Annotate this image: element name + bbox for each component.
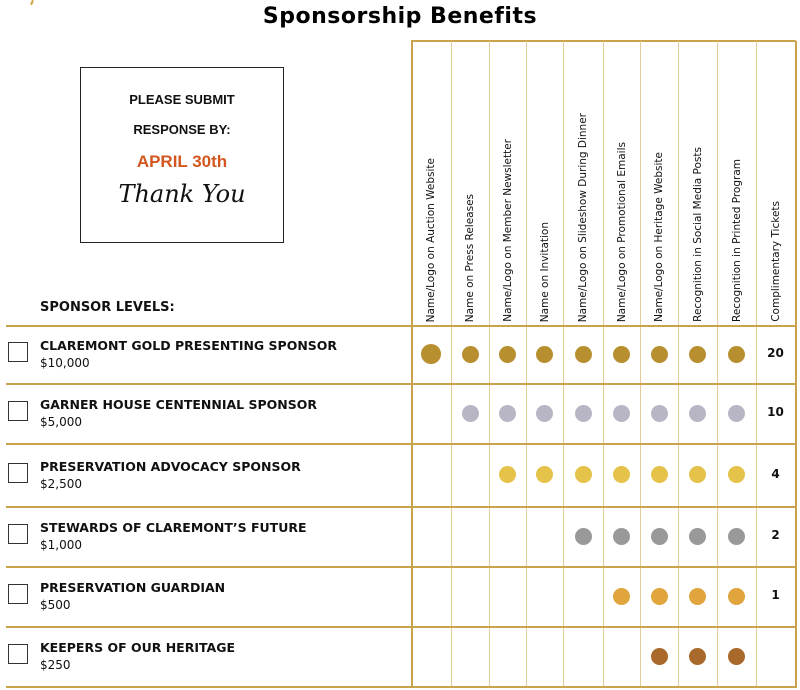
sponsor-checkbox[interactable] xyxy=(8,644,28,664)
sponsor-price: $500 xyxy=(40,598,71,612)
column-header-label: Name/Logo on Member Newsletter xyxy=(501,139,514,322)
benefit-dot-icon xyxy=(651,405,668,422)
column-header xyxy=(526,44,563,322)
column-header xyxy=(563,44,603,322)
column-header xyxy=(678,44,717,322)
complimentary-tickets-count: 4 xyxy=(771,466,780,481)
benefit-dot-icon xyxy=(575,528,592,545)
sponsor-price: $5,000 xyxy=(40,415,82,429)
benefit-dot-icon xyxy=(613,346,630,363)
benefit-dot-icon xyxy=(689,346,706,363)
submit-deadline-box xyxy=(80,67,284,243)
benefit-dot-icon xyxy=(689,648,706,665)
benefit-dot-icon xyxy=(651,528,668,545)
column-header xyxy=(603,44,640,322)
benefit-dot-icon xyxy=(462,346,479,363)
benefit-dot-icon xyxy=(575,405,592,422)
sponsor-checkbox[interactable] xyxy=(8,463,28,483)
complimentary-tickets-count: 2 xyxy=(771,528,780,542)
benefit-dot-icon xyxy=(613,528,630,545)
sponsor-name: GARNER HOUSE CENTENNIAL SPONSOR xyxy=(40,397,317,412)
benefit-dot-icon xyxy=(575,346,592,363)
sponsor-checkbox[interactable] xyxy=(8,401,28,421)
benefit-dot-icon xyxy=(499,405,516,422)
sponsor-price: $10,000 xyxy=(40,356,90,370)
column-header xyxy=(756,44,795,322)
sponsor-checkbox[interactable] xyxy=(8,342,28,362)
column-header-label: Recognition in Printed Program xyxy=(730,159,743,322)
sponsor-row xyxy=(6,566,795,626)
submit-line-1: PLEASE SUBMIT xyxy=(129,92,235,107)
benefit-dot-icon xyxy=(536,466,553,483)
benefit-dot-icon xyxy=(421,344,441,364)
column-header-label: Name on Invitation xyxy=(538,221,551,322)
column-header-label: Name/Logo on Promotional Emails xyxy=(615,141,628,322)
benefit-dot-icon xyxy=(613,588,630,605)
benefit-dot-icon xyxy=(499,466,516,483)
sponsor-row xyxy=(6,626,795,686)
column-header xyxy=(411,44,451,322)
complimentary-tickets-count: 20 xyxy=(767,346,784,360)
benefit-dot-icon xyxy=(462,405,479,422)
column-header-label: Name/Logo on Auction Website xyxy=(425,157,437,322)
benefit-dot-icon xyxy=(728,648,745,665)
benefit-dot-icon xyxy=(613,405,630,422)
column-header-label: Name on Press Releases xyxy=(464,193,476,322)
column-header xyxy=(451,44,489,322)
benefit-dot-icon xyxy=(689,405,706,422)
benefit-dot-icon xyxy=(651,346,668,363)
sponsor-row xyxy=(6,383,795,443)
sponsor-row xyxy=(6,506,795,566)
column-header xyxy=(640,44,678,322)
benefit-dot-icon xyxy=(536,346,553,363)
sponsor-name: PRESERVATION ADVOCACY SPONSOR xyxy=(40,458,301,474)
page-title: Sponsorship Benefits xyxy=(262,4,538,29)
row-divider xyxy=(6,686,795,688)
benefit-dot-icon xyxy=(728,346,745,363)
sponsor-row xyxy=(6,443,795,506)
benefit-dot-icon xyxy=(728,466,745,483)
column-header xyxy=(717,44,756,322)
submit-line-2: RESPONSE BY: xyxy=(133,122,231,137)
column-header-label: Name/Logo on Heritage Website xyxy=(653,152,665,322)
sponsor-price: $250 xyxy=(40,658,71,672)
column-header-label: Name/Logo on Slideshow During Dinner xyxy=(577,112,589,322)
column-divider xyxy=(795,41,797,688)
column-header xyxy=(489,44,526,322)
deadline-date: APRIL 30th xyxy=(136,152,228,171)
sponsor-price: $1,000 xyxy=(40,538,82,552)
benefit-dot-icon xyxy=(651,588,668,605)
benefit-dot-icon xyxy=(651,648,668,665)
complimentary-tickets-count: 10 xyxy=(767,405,784,419)
sponsor-name: CLAREMONT GOLD PRESENTING SPONSOR xyxy=(40,338,338,353)
benefit-dot-icon xyxy=(689,528,706,545)
benefit-dot-icon xyxy=(689,588,706,605)
sponsor-checkbox[interactable] xyxy=(8,584,28,604)
benefit-dot-icon xyxy=(499,346,516,363)
benefit-dot-icon xyxy=(689,466,706,483)
sponsor-levels-label: SPONSOR LEVELS: xyxy=(40,300,175,315)
benefit-dot-icon xyxy=(536,405,553,422)
sponsor-name: STEWARDS OF CLAREMONT’S FUTURE xyxy=(40,520,307,535)
thank-you-text: Thank You xyxy=(118,180,246,208)
sponsor-checkbox[interactable] xyxy=(8,524,28,544)
benefit-dot-icon xyxy=(728,405,745,422)
sponsor-name: PRESERVATION GUARDIAN xyxy=(40,580,226,595)
benefit-dot-icon xyxy=(613,466,630,483)
sponsor-row xyxy=(6,325,795,383)
complimentary-tickets-count: 1 xyxy=(771,588,780,602)
column-header-label: Complimentary Tickets xyxy=(769,201,782,322)
sponsor-price: $2,500 xyxy=(40,476,82,491)
column-header-label: Recognition in Social Media Posts xyxy=(691,147,704,322)
benefit-dot-icon xyxy=(728,528,745,545)
benefit-dot-icon xyxy=(575,466,592,483)
benefit-dot-icon xyxy=(651,466,668,483)
sponsor-name: KEEPERS OF OUR HERITAGE xyxy=(40,640,236,655)
benefit-dot-icon xyxy=(728,588,745,605)
